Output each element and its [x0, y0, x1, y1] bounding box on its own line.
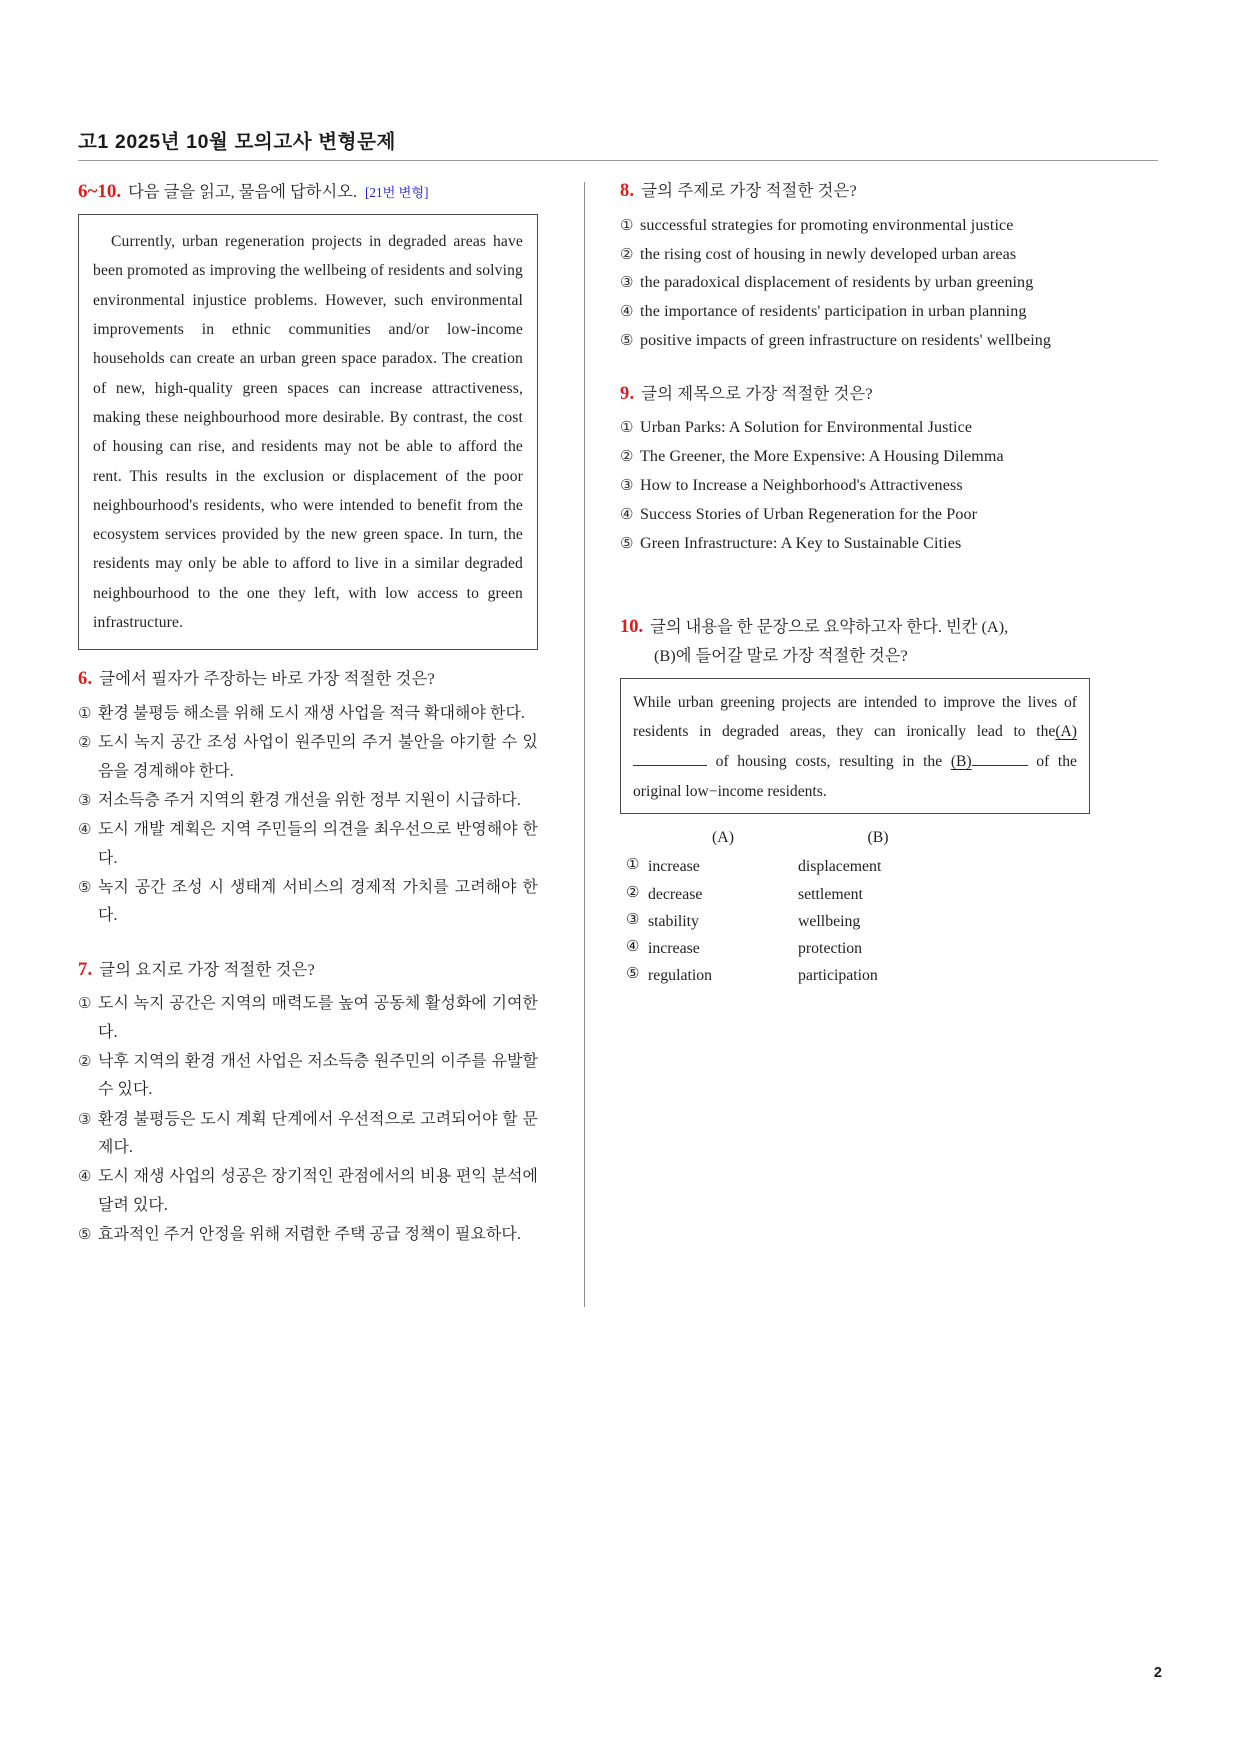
option-text: How to Increase a Neighborhood's Attractiveness	[640, 477, 963, 495]
option-item[interactable]	[620, 472, 1090, 500]
question-10-prompt-line2: (B)에 들어갈 말로 가장 적절한 것은?	[654, 646, 908, 666]
summary-box	[620, 678, 1090, 815]
question-10	[620, 613, 1090, 989]
column-b-label: (B)	[867, 829, 889, 847]
option-text: the rising cost of housing in newly developed urban areas	[640, 245, 1017, 263]
answer-b: wellbeing	[798, 912, 861, 930]
page-header	[78, 126, 1158, 161]
option-text: Urban Parks: A Solution for Environmental Justice	[640, 419, 973, 437]
option-item[interactable]	[620, 241, 1090, 269]
option-marker: ③	[78, 793, 92, 810]
question-10-prompt-line1: 글의 내용을 한 문장으로 요약하고자 한다. 빈칸 (A),	[650, 617, 1009, 637]
option-item[interactable]	[78, 816, 538, 873]
option-item[interactable]	[620, 501, 1090, 529]
question-6-number: 6.	[78, 669, 93, 690]
question-7-options	[78, 990, 538, 1249]
question-8-options	[620, 212, 1090, 355]
answer-b: displacement	[798, 858, 882, 876]
option-item[interactable]	[78, 1163, 538, 1220]
question-6-prompt: 글에서 필자가 주장하는 바로 가장 적절한 것은?	[99, 669, 435, 689]
page-title: 고1 2025년 10월 모의고사 변형문제	[78, 131, 396, 153]
option-marker: ④	[620, 304, 634, 321]
option-item[interactable]	[620, 269, 1090, 297]
option-text: the importance of residents' participation in urban planning	[640, 303, 1027, 321]
answer-b: protection	[798, 939, 863, 957]
option-marker: ③	[620, 275, 634, 292]
reading-passage-text: Currently, urban regeneration projects in degraded areas have been promoted as improving the wellbeing of residents and solving environmental injustice problems. However, such environmental improvements in ethnic communities and/or low‑income households can create an urban green space paradox. The creation of new, high‑quality green spaces can increase attractiveness, making these neighbourhood more desirable. By contrast, the cost of housing can rise, and residents may not be able to afford the rent. This results in the exclusion or displacement of the poor neighbourhood's residents, who were intended to benefit from the ecosystem services provided by the new green space. In turn, the residents may only be able to afford to live in a similar degraded neighbourhood to the one they left, with low access to green infrastructure.	[93, 233, 523, 632]
option-marker: ③	[626, 911, 640, 928]
question-7-number: 7.	[78, 959, 93, 980]
option-marker: ④	[78, 822, 92, 839]
option-marker: ①	[78, 706, 92, 723]
question-9-number: 9.	[620, 383, 635, 404]
option-marker: ④	[620, 506, 634, 523]
question-7-header	[78, 957, 538, 985]
option-marker: ④	[626, 938, 640, 955]
option-marker: ⑤	[620, 332, 634, 349]
option-text: 도시 녹지 공간은 지역의 매력도를 높여 공동체 활성화에 기여한다.	[98, 995, 538, 1041]
question-7	[78, 957, 538, 1250]
option-marker: ①	[620, 420, 634, 437]
right-column	[620, 178, 1090, 1015]
option-item[interactable]	[78, 990, 538, 1047]
question-8-number: 8.	[620, 181, 635, 201]
instruction-range: 6~10.	[78, 181, 122, 202]
option-text: Success Stories of Urban Regeneration for the Poor	[640, 505, 978, 523]
question-9-prompt: 글의 제목으로 가장 적절한 것은?	[641, 383, 873, 403]
blank-b-label: (B)	[950, 753, 972, 771]
answer-row[interactable]	[626, 908, 1090, 935]
option-text: 녹지 공간 조성 시 생태계 서비스의 경제적 가치를 고려해야 한다.	[98, 879, 538, 925]
page-number: 2	[1153, 1665, 1162, 1681]
option-text: The Greener, the More Expensive: A Housing Dilemma	[640, 448, 1004, 466]
summary-part-3: of the original low−income residents.	[633, 753, 1077, 800]
answer-a: increase	[648, 939, 700, 957]
option-text: 낙후 지역의 환경 개선 사업은 저소득층 원주민의 이주를 유발할 수 있다.	[98, 1053, 538, 1099]
option-item[interactable]	[620, 414, 1090, 442]
option-item[interactable]	[620, 212, 1090, 240]
option-text: 도시 개발 계획은 지역 주민들의 의견을 최우선으로 반영해야 한다.	[98, 821, 538, 867]
summary-text	[633, 688, 1077, 807]
content-columns	[78, 178, 1164, 1275]
section-spacer	[620, 583, 1090, 613]
blank-a-label: (A)	[1055, 723, 1077, 741]
column-a-label: (A)	[712, 829, 734, 847]
option-marker: ③	[620, 478, 634, 495]
option-text: successful strategies for promoting environmental justice	[640, 216, 1014, 234]
question-6-options	[78, 700, 538, 931]
option-marker: ①	[78, 996, 92, 1013]
question-8-prompt: 글의 주제로 가장 적절한 것은?	[641, 181, 857, 200]
option-marker: ②	[620, 449, 634, 466]
option-text: 도시 녹지 공간 조성 사업이 원주민의 주거 불안을 야기할 수 있음을 경계해야 한다.	[98, 734, 538, 780]
column-divider	[584, 182, 585, 1307]
option-marker: ⑤	[620, 535, 634, 552]
instruction-text: 다음 글을 읽고, 물음에 답하시오.	[128, 182, 358, 201]
variation-tag: [21번 변형]	[365, 185, 429, 200]
answer-b: settlement	[798, 885, 863, 903]
option-item[interactable]	[78, 787, 538, 815]
question-10-header	[620, 613, 1090, 669]
option-marker: ②	[626, 884, 640, 901]
summary-part-2: of housing costs, resulting in the	[715, 753, 943, 771]
option-marker: ⑤	[78, 880, 92, 896]
option-text: 환경 불평등 해소를 위해 도시 재생 사업을 적극 확대해야 한다.	[98, 705, 525, 723]
option-marker: ④	[78, 1169, 92, 1186]
question-8	[620, 178, 1090, 355]
question-7-prompt: 글의 요지로 가장 적절한 것은?	[99, 959, 315, 979]
header-spacer	[626, 824, 648, 851]
blank-a-line[interactable]	[633, 765, 707, 766]
answer-table-header	[626, 824, 1090, 851]
reading-passage-box	[78, 214, 538, 650]
answer-b: participation	[798, 967, 878, 985]
option-text: 저소득층 주거 지역의 환경 개선을 위한 정부 지원이 시급하다.	[98, 792, 521, 810]
question-10-number: 10.	[620, 617, 644, 638]
question-9	[620, 381, 1090, 558]
option-marker: ②	[78, 735, 92, 752]
question-6	[78, 666, 538, 930]
left-column	[78, 178, 548, 1275]
blank-b-line[interactable]	[972, 765, 1028, 766]
answer-row[interactable]	[626, 881, 1090, 908]
answer-a: stability	[648, 912, 699, 930]
option-marker: ①	[626, 857, 640, 874]
passage-instruction	[78, 178, 538, 203]
option-marker: ③	[78, 1111, 92, 1128]
option-item[interactable]	[620, 443, 1090, 471]
option-text: 도시 재생 사업의 성공은 장기적인 관점에서의 비용 편익 분석에 달려 있다.	[98, 1168, 538, 1214]
option-item[interactable]	[620, 298, 1090, 326]
option-marker: ⑤	[626, 966, 640, 983]
option-item[interactable]	[78, 700, 538, 728]
option-item[interactable]	[620, 327, 1090, 355]
question-9-header	[620, 381, 1090, 409]
question-10-answer-table	[626, 824, 1090, 989]
answer-row[interactable]	[626, 962, 1090, 989]
answer-row[interactable]	[626, 853, 1090, 880]
option-item[interactable]	[78, 874, 538, 931]
answer-a: regulation	[648, 967, 713, 985]
option-item[interactable]	[78, 1106, 538, 1163]
option-marker: ②	[620, 246, 634, 263]
option-text: Green Infrastructure: A Key to Sustainable Cities	[640, 534, 962, 552]
question-8-header	[620, 178, 1090, 206]
option-marker: ①	[620, 217, 634, 234]
answer-a: increase	[648, 858, 700, 876]
option-item[interactable]	[78, 729, 538, 786]
question-6-header	[78, 666, 538, 694]
option-text: the paradoxical displacement of residents by urban greening	[640, 274, 1034, 292]
option-text: positive impacts of green infrastructure on residents' wellbeing	[640, 331, 1052, 349]
option-marker: ②	[78, 1054, 92, 1070]
answer-a: decrease	[648, 885, 703, 903]
option-item[interactable]	[78, 1048, 538, 1105]
option-text: 환경 불평등은 도시 계획 단계에서 우선적으로 고려되어야 할 문제다.	[98, 1110, 538, 1156]
option-text: 효과적인 주거 안정을 위해 저렴한 주택 공급 정책이 필요하다.	[98, 1225, 521, 1243]
question-9-options	[620, 414, 1090, 557]
option-item[interactable]	[78, 1221, 538, 1249]
header-divider	[78, 160, 1158, 161]
summary-part-1: While urban greening projects are intended to improve the lives of residents in degraded areas, they can ironically lead to the	[633, 693, 1077, 741]
answer-row[interactable]	[626, 935, 1090, 962]
option-marker: ⑤	[78, 1226, 92, 1243]
option-item[interactable]	[620, 530, 1090, 558]
